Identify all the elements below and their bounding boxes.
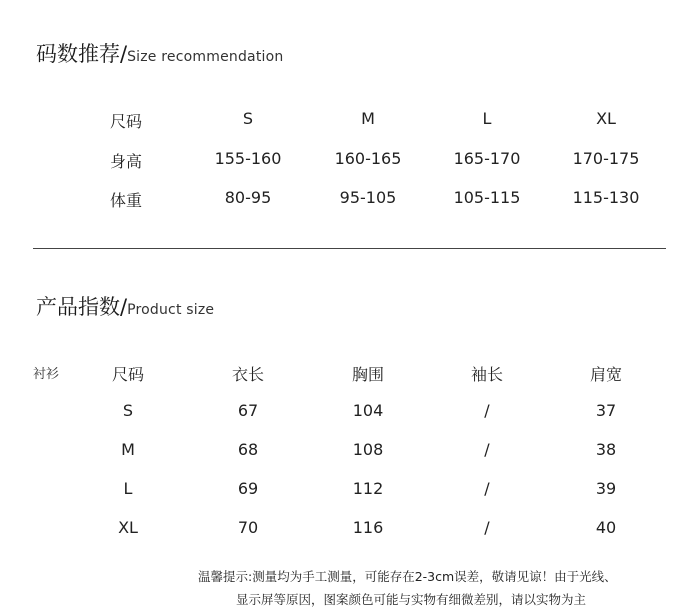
- size-header-xl: XL: [596, 109, 616, 128]
- product-row-l-size: L: [123, 479, 133, 498]
- product-row-l-shoulder: 39: [595, 479, 617, 498]
- height-l-cell: 165-170: [453, 149, 521, 168]
- weight-row-label: 体重: [110, 191, 143, 210]
- product-header-size: 尺码: [111, 365, 144, 384]
- product-row-xl-chest: 116: [352, 518, 384, 537]
- weight-s-cell: 80-95: [224, 188, 272, 207]
- height-xl-cell: 170-175: [572, 149, 640, 168]
- product-row-m-sleeve: /: [484, 440, 490, 459]
- product-row-m-length: 68: [237, 440, 259, 459]
- product-row-s-length: 67: [237, 401, 259, 420]
- size-header-label: 尺码: [110, 112, 143, 131]
- notice-line-2: 显示屏等原因，图案颜色可能与实物有细微差别，请以实物为主: [236, 592, 587, 607]
- product-header-shoulder: 肩宽: [589, 365, 622, 384]
- height-s-cell: 155-160: [214, 149, 282, 168]
- size-recommendation-title-cn: 码数推荐/: [36, 42, 128, 66]
- product-row-xl-size: XL: [118, 518, 138, 537]
- height-m-cell: 160-165: [334, 149, 402, 168]
- product-header-length: 衣长: [231, 365, 264, 384]
- product-row-l-chest: 112: [352, 479, 384, 498]
- product-size-title-cn: 产品指数/: [36, 295, 128, 319]
- product-row-l-sleeve: /: [484, 479, 490, 498]
- size-header-m: M: [361, 109, 375, 128]
- section-divider: [33, 248, 666, 249]
- product-row-xl-length: 70: [237, 518, 259, 537]
- height-row-label: 身高: [110, 152, 143, 171]
- product-header-sleeve: 袖长: [470, 365, 503, 384]
- weight-m-cell: 95-105: [339, 188, 397, 207]
- size-header-l: L: [482, 109, 492, 128]
- product-row-s-size: S: [122, 401, 134, 420]
- size-header-s: S: [242, 109, 254, 128]
- product-row-s-chest: 104: [352, 401, 384, 420]
- product-row-xl-sleeve: /: [484, 518, 490, 537]
- product-size-title-en: Product size: [127, 302, 215, 318]
- product-row-xl-shoulder: 40: [595, 518, 617, 537]
- weight-l-cell: 105-115: [453, 188, 521, 207]
- weight-xl-cell: 115-130: [572, 188, 640, 207]
- product-row-m-chest: 108: [352, 440, 384, 459]
- size-recommendation-title-en: Size recommendation: [127, 49, 284, 65]
- product-row-m-size: M: [121, 440, 135, 459]
- product-row-m-shoulder: 38: [595, 440, 617, 459]
- product-row-s-shoulder: 37: [595, 401, 617, 420]
- size-recommendation-title: [36, 38, 283, 68]
- notice-line-1: 温馨提示:测量均为手工测量，可能存在2-3cm误差，敬请见谅！由于光线、: [198, 569, 617, 584]
- product-row-l-length: 69: [237, 479, 259, 498]
- product-size-title: [36, 291, 214, 321]
- product-header-chest: 胸围: [351, 365, 384, 384]
- category-label: 衬衫: [33, 367, 60, 382]
- product-row-s-sleeve: /: [484, 401, 490, 420]
